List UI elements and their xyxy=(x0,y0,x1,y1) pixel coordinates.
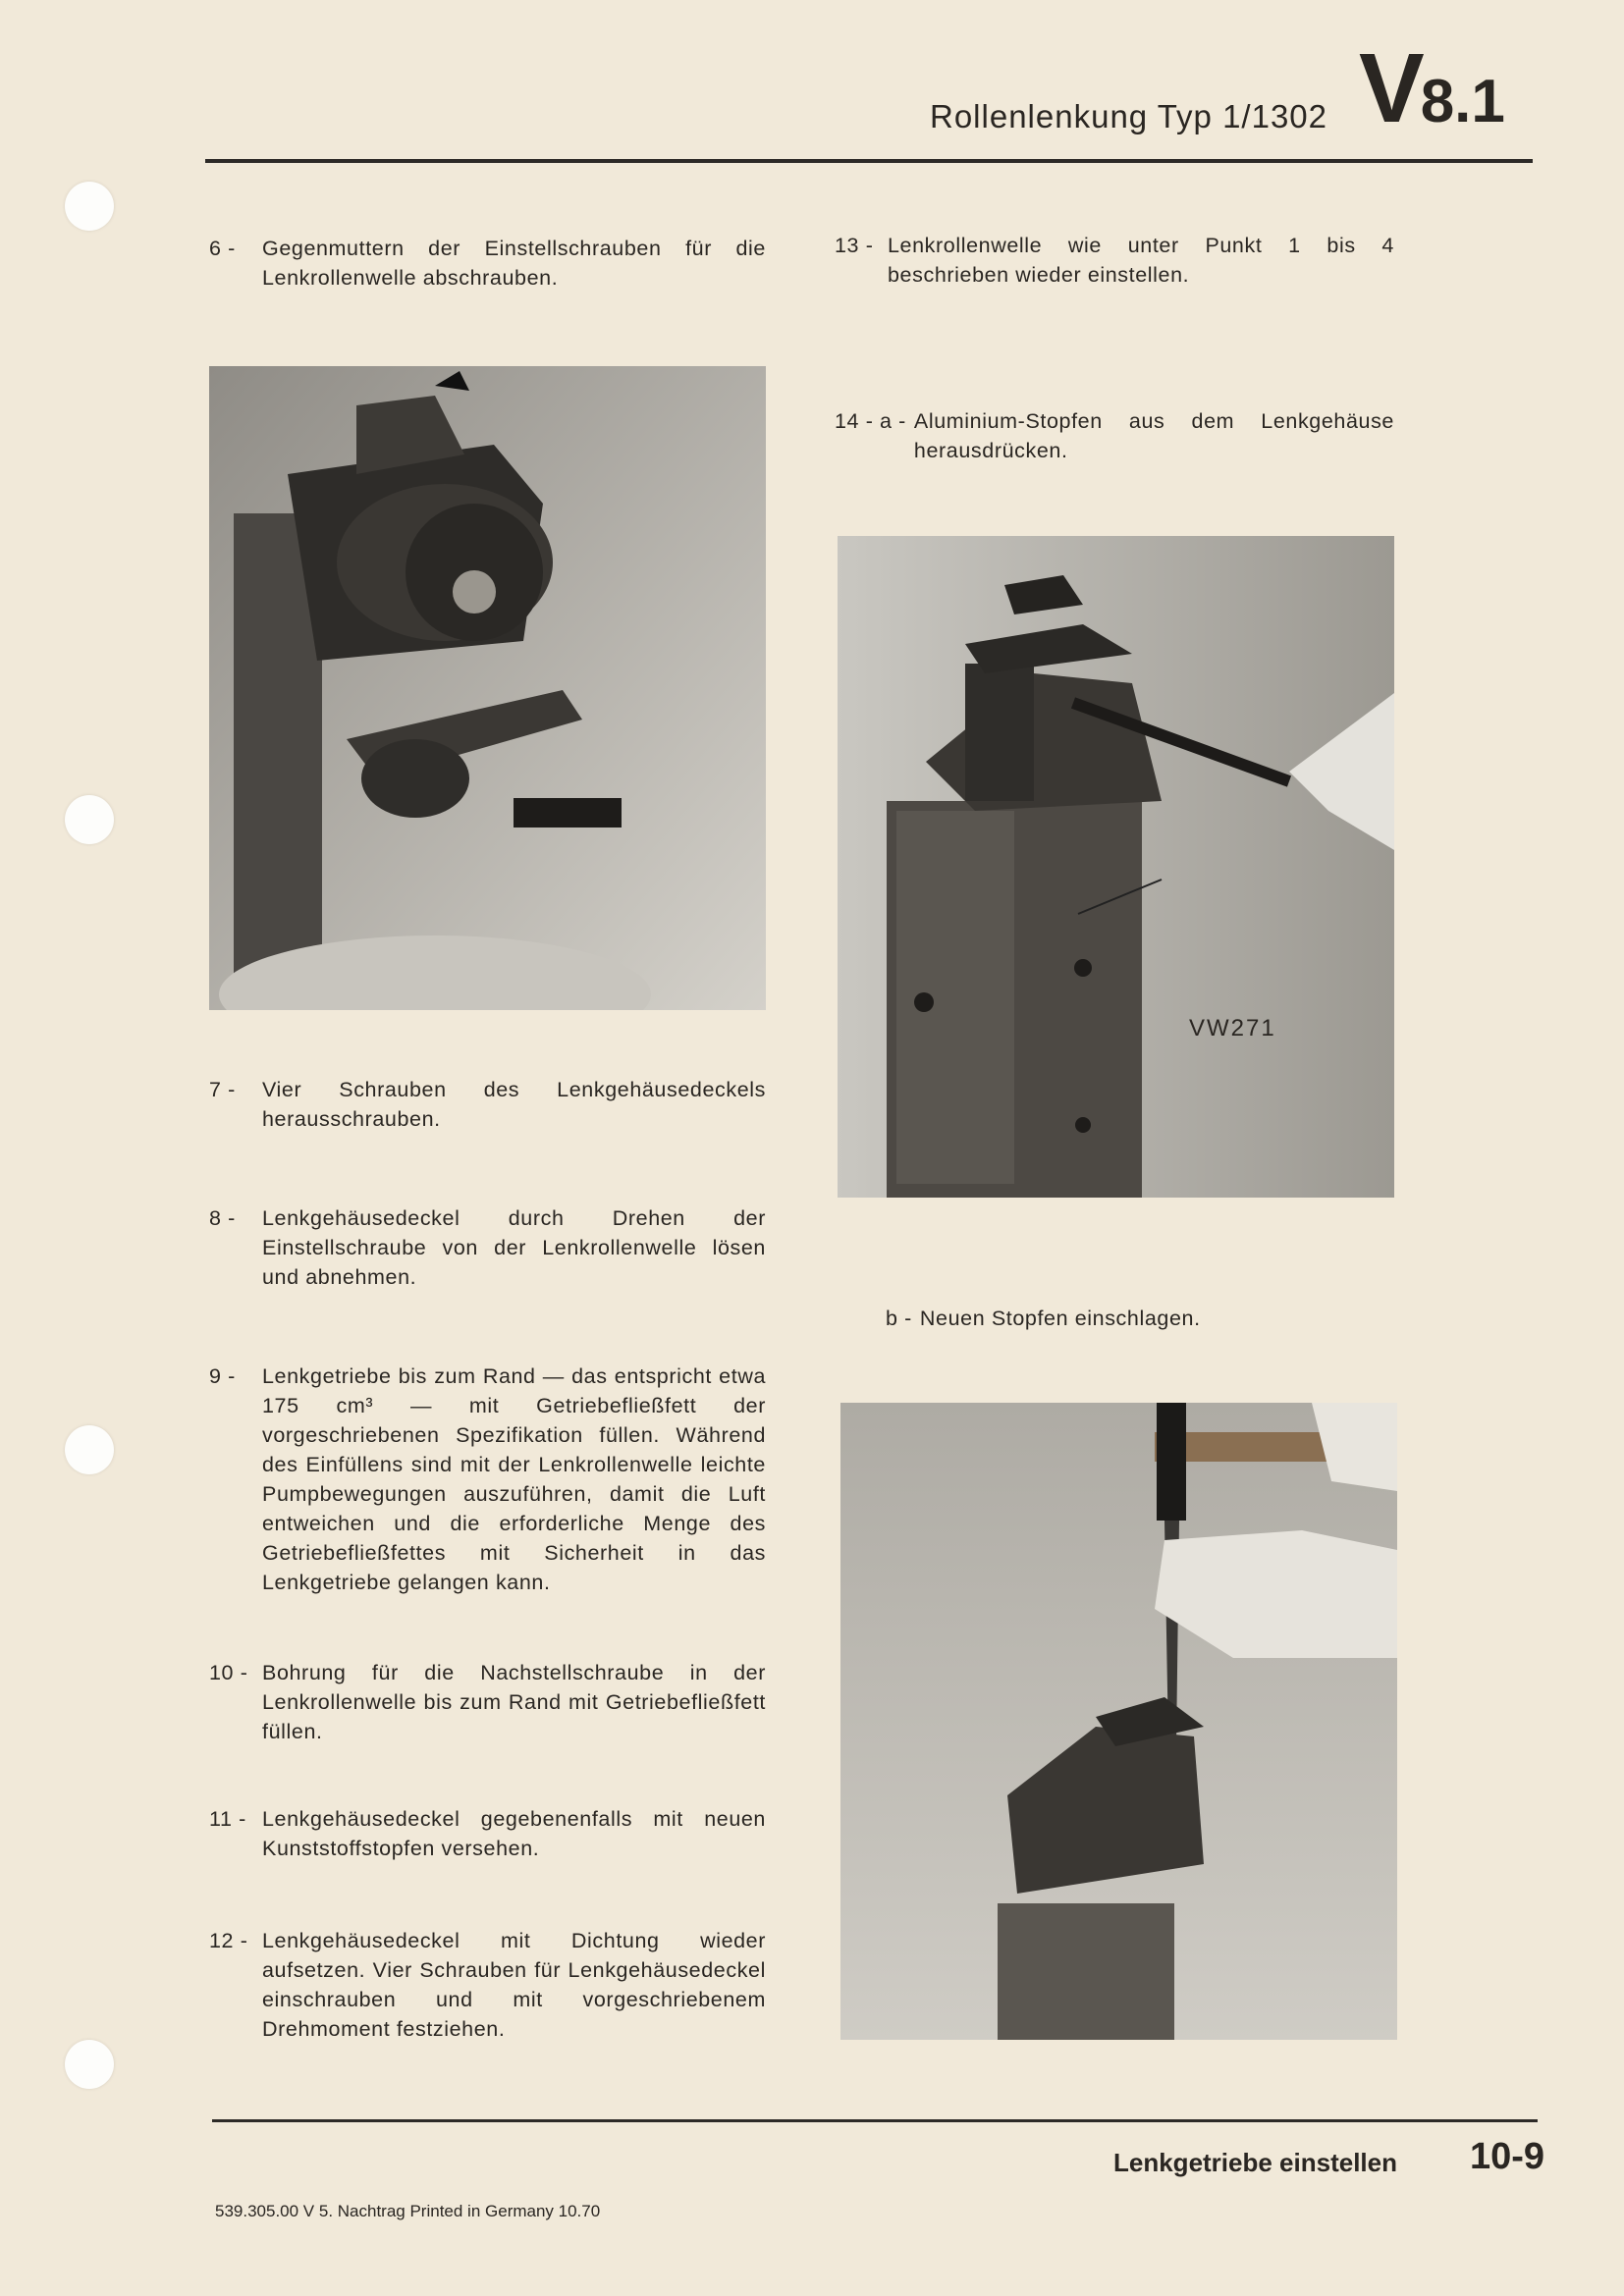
step-number: 9 - xyxy=(209,1364,236,1388)
step-number: 13 - xyxy=(835,234,874,257)
photo-remove-aluminium-plug xyxy=(838,536,1394,1198)
step-14b xyxy=(886,1304,1396,1333)
page-number: 10-9 xyxy=(1470,2136,1545,2177)
step-number: b - xyxy=(886,1307,912,1330)
punch-hole xyxy=(65,795,114,844)
step-text: Neuen Stopfen einschlagen. xyxy=(919,1307,1201,1330)
step-text: Vier Schrauben des Lenkgehäusedeckels herausschrauben. xyxy=(262,1078,766,1131)
step-text: Lenkrollenwelle wie unter Punkt 1 bis 4 beschrieben wieder einstellen. xyxy=(888,234,1394,287)
step-text: Lenkgehäusedeckel mit Dichtung wieder aufsetzen. Vier Schrauben für Lenkgehäusedeckel einschrauben und mit vorgeschriebenem Drehmoment festziehen. xyxy=(262,1929,766,2041)
step-number: 12 - xyxy=(209,1929,248,1952)
step-7 xyxy=(209,1075,766,1134)
step-number: 7 - xyxy=(209,1078,236,1101)
section-number: 8.1 xyxy=(1420,68,1505,135)
step-number: 11 - xyxy=(209,1807,246,1831)
section-code xyxy=(1359,33,1505,143)
step-11 xyxy=(209,1804,766,1863)
step-number: 6 - xyxy=(209,237,236,260)
step-number: 10 - xyxy=(209,1661,248,1684)
step-8 xyxy=(209,1203,766,1292)
punch-hole xyxy=(65,1425,114,1474)
step-number: 14 - a - xyxy=(835,409,906,433)
photo-insert-new-plug xyxy=(840,1403,1397,2040)
step-text: Aluminium-Stopfen aus dem Lenkgehäuse herausdrücken. xyxy=(913,409,1394,462)
punch-hole xyxy=(65,182,114,231)
step-13 xyxy=(835,231,1394,290)
footer-rule xyxy=(212,2119,1538,2122)
step-9 xyxy=(209,1362,766,1597)
step-text: Lenkgetriebe bis zum Rand — das entspricht etwa 175 cm³ — mit Getriebefließfett der vorgeschriebenen Spezifikation füllen. Während des Einfüllens sind mit der Lenkrollenwelle leichte Pumpbewegungen auszuführen, damit die Luft entweichen und die erforderliche Menge des Getriebefließfettes mit Sicherheit in das Lenkgetriebe gelangen kann. xyxy=(262,1364,766,1594)
header-rule xyxy=(205,159,1533,163)
step-text: Lenkgehäusedeckel gegebenenfalls mit neuen Kunststoffstopfen versehen. xyxy=(262,1807,766,1860)
step-12 xyxy=(209,1926,766,2044)
step-10 xyxy=(209,1658,766,1746)
step-14a xyxy=(835,406,1394,465)
punch-hole xyxy=(65,2040,114,2089)
photo-steering-box-locknuts xyxy=(209,366,766,1010)
header-title: Rollenlenkung Typ 1/1302 xyxy=(930,98,1328,134)
step-number: 8 - xyxy=(209,1206,236,1230)
footer-title: Lenkgetriebe einstellen xyxy=(1113,2148,1397,2177)
tool-label: VW271 xyxy=(1189,1015,1276,1041)
print-info: 539.305.00 V 5. Nachtrag Printed in Germany 10.70 xyxy=(215,2202,601,2220)
step-text: Bohrung für die Nachstellschraube in der Lenkrollenwelle bis zum Rand mit Getriebefließfett füllen. xyxy=(262,1661,766,1743)
step-text: Lenkgehäusedeckel durch Drehen der Einstellschraube von der Lenkrollenwelle lösen und abnehmen. xyxy=(262,1206,766,1289)
step-text: Gegenmuttern der Einstellschrauben für die Lenkrollenwelle abschrauben. xyxy=(262,237,766,290)
section-letter: V xyxy=(1359,33,1421,143)
step-6 xyxy=(209,234,766,293)
